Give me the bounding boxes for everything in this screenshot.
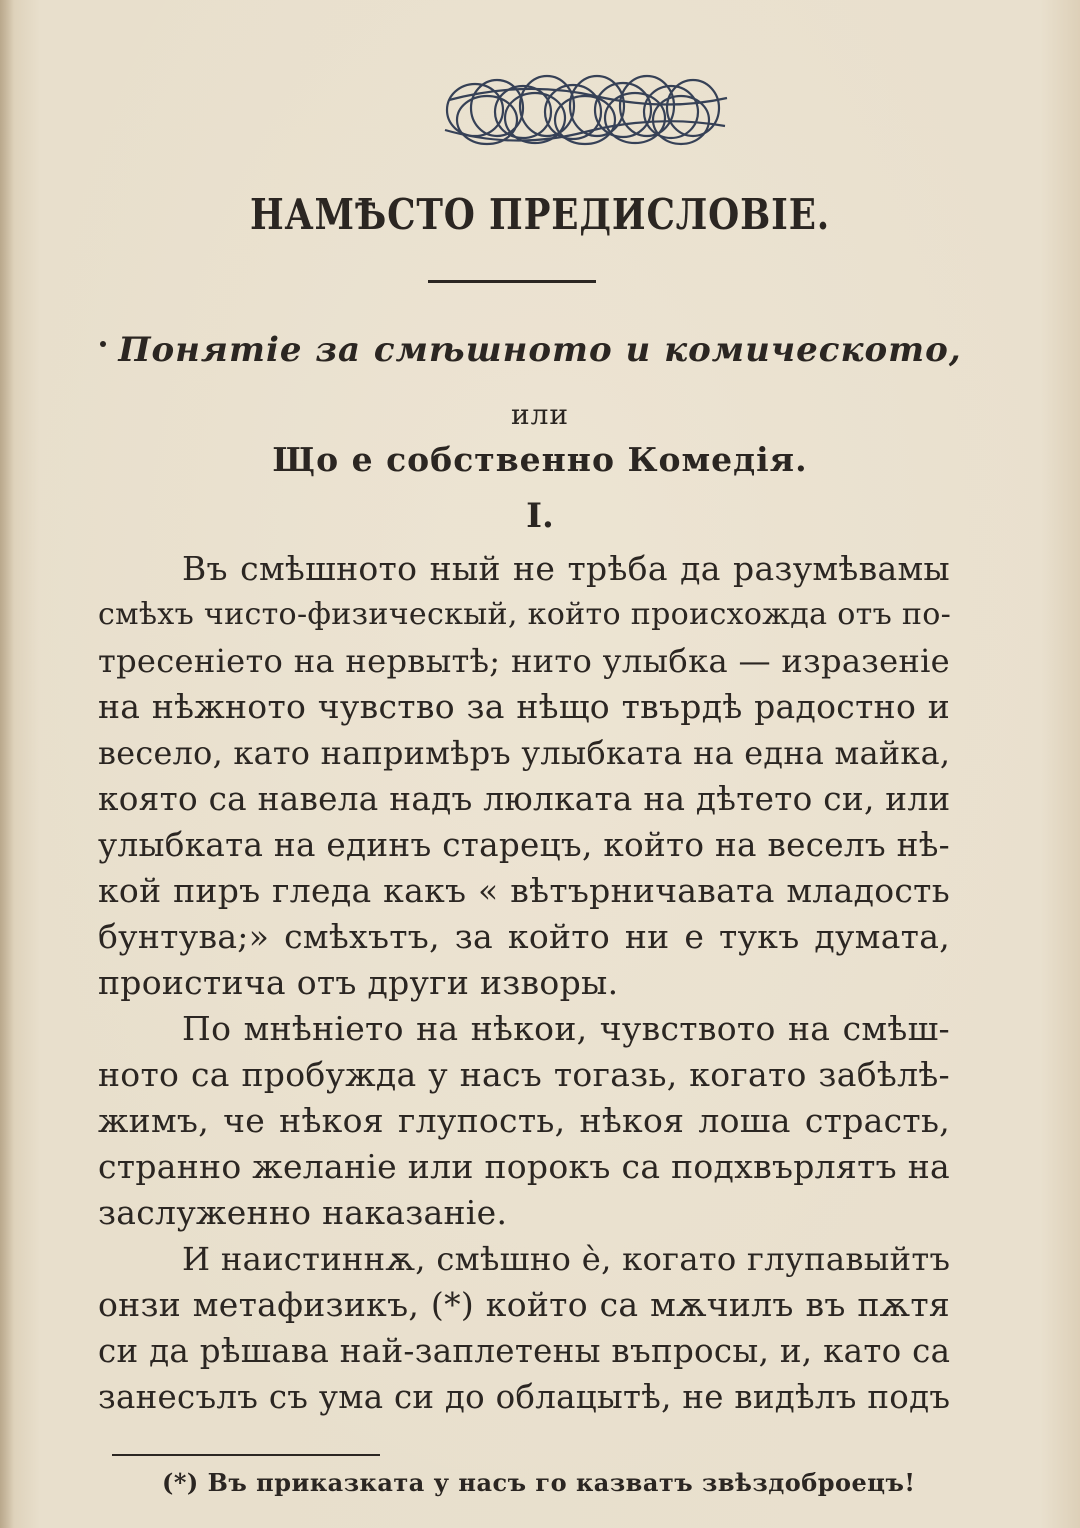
text-line: жимъ, че нѣкоя глупость, нѣкоя лоша страсть, bbox=[98, 1101, 950, 1140]
text-line: улыбката на единъ старецъ, който на веселъ нѣ- bbox=[98, 826, 950, 864]
text-line: Въ смѣшното ный не трѣба да разумѣвамы bbox=[182, 549, 950, 588]
text-line: кой пиръ гледа какъ « вѣтърничавата младость bbox=[98, 871, 950, 910]
footnote: (*) Въ приказката у насъ го казватъ звѣздоброецъ! bbox=[162, 1468, 916, 1497]
text-line: проистича отъ други изворы. bbox=[98, 963, 619, 1002]
or-connector: или bbox=[510, 398, 570, 431]
text-line: ното са пробужда у насъ тогазь, когато забѣлѣ- bbox=[98, 1055, 950, 1094]
text-line: тресеніето на нервытѣ; нито улыбка — изразеніе bbox=[98, 642, 950, 680]
text-line: бунтува;» смѣхътъ, за който ни е тукъ думата, bbox=[98, 917, 950, 956]
text-line: смѣхъ чисто-физическый, който происхожда отъ по- bbox=[98, 597, 952, 632]
title-divider bbox=[428, 280, 596, 283]
text-line: онзи метафизикъ, (*) който са мѫчилъ въ пѫтя bbox=[98, 1285, 950, 1324]
section-number: I. bbox=[526, 496, 554, 536]
text-line: която са навела надъ люлката на дѣтето си, или bbox=[98, 780, 951, 818]
text-line: странно желаніе или порокъ са подхвърлятъ на bbox=[98, 1147, 950, 1186]
text-line: на нѣжното чувство за нѣщо твърдѣ радостно и bbox=[98, 687, 950, 726]
text-line: По мнѣніето на нѣкои, чувството на смѣш- bbox=[182, 1009, 950, 1048]
body-text bbox=[98, 546, 950, 1420]
text-line: си да рѣшава най-заплетены въпросы, и, като са bbox=[98, 1332, 951, 1370]
text-line: заслуженно наказаніе. bbox=[98, 1193, 508, 1232]
page-binding-shadow bbox=[0, 0, 14, 1528]
footnote-divider bbox=[112, 1454, 380, 1456]
page-title: НАМѢСТО ПРЕДИСЛОВІЕ. bbox=[249, 190, 831, 239]
subtitle-secondary: Що е собственно Комедія. bbox=[272, 440, 808, 479]
text-line: занесълъ съ ума си до облацытѣ, не видѣлъ подъ bbox=[98, 1378, 951, 1416]
text-line: весело, като напримѣръ улыбката на една майка, bbox=[98, 734, 951, 772]
ink-scribble bbox=[435, 60, 735, 170]
subtitle: Понятіе за смѣшното и комическото, bbox=[118, 330, 962, 370]
text-line: И наистиннѫ, смѣшно ѐ, когато глупавыйтъ bbox=[182, 1240, 951, 1278]
